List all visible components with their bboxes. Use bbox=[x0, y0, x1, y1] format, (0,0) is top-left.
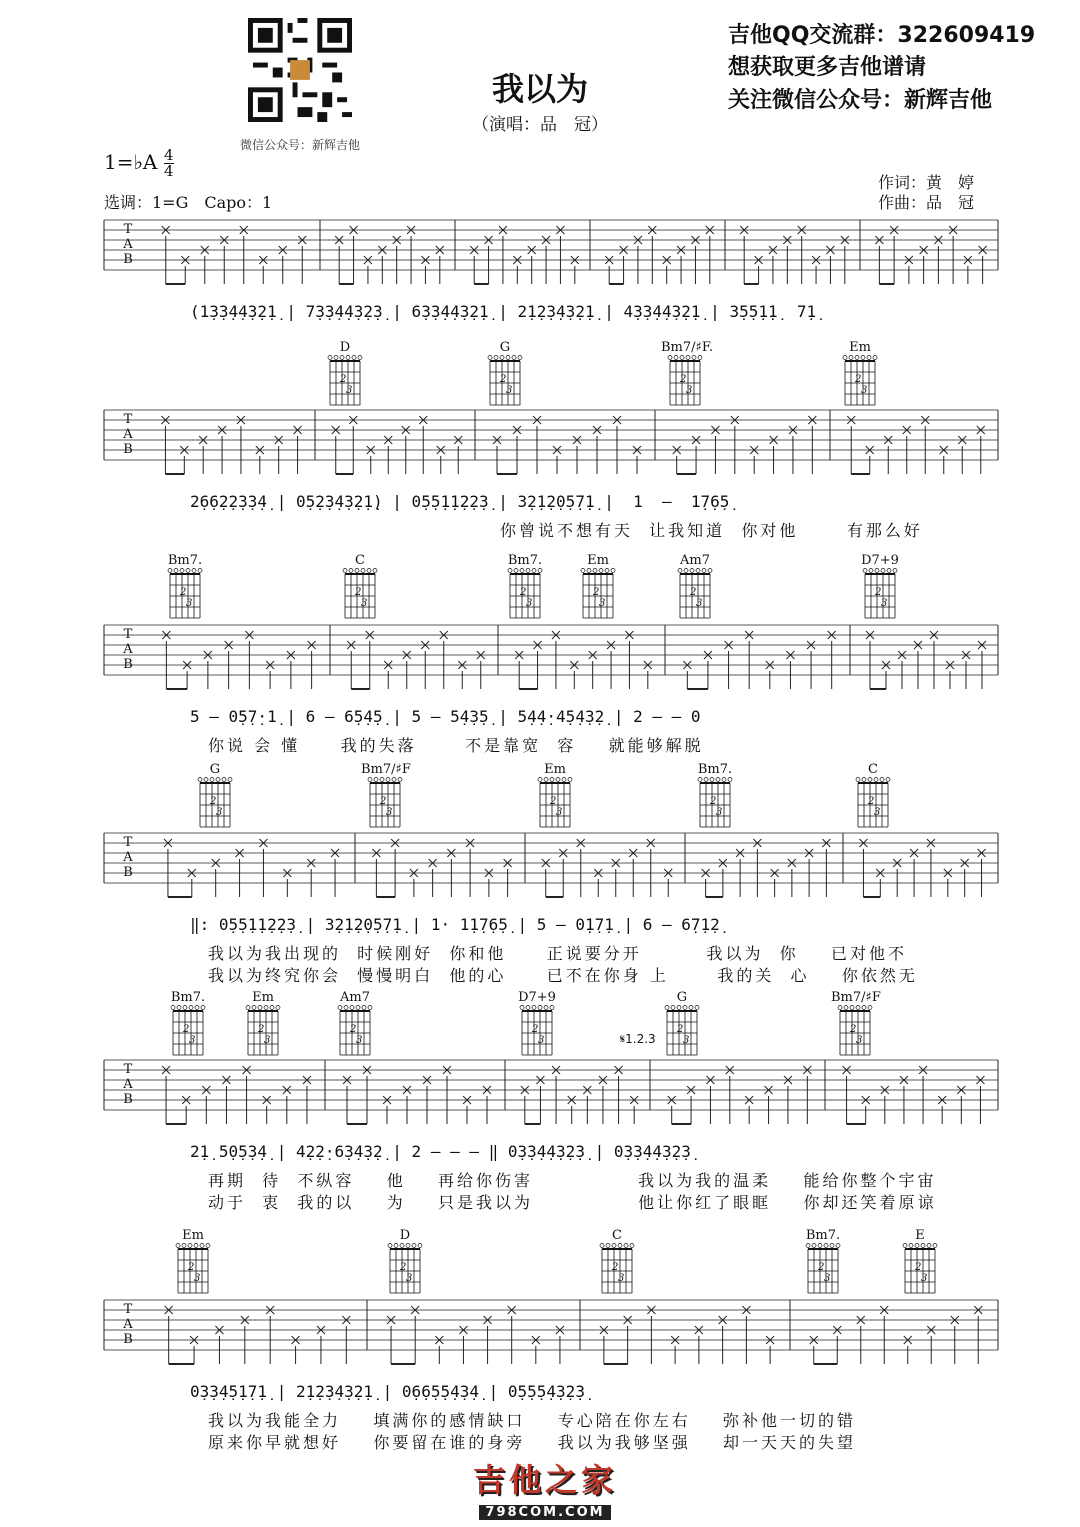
chord-name: D7+9 bbox=[861, 553, 899, 568]
chord-diagram-5-1 bbox=[381, 1228, 429, 1299]
svg-text:A: A bbox=[123, 237, 133, 252]
svg-text:3: 3 bbox=[716, 807, 723, 818]
chord-grid bbox=[197, 777, 233, 829]
svg-text:3: 3 bbox=[361, 598, 368, 609]
svg-text:2: 2 bbox=[612, 1262, 619, 1273]
svg-text:2: 2 bbox=[532, 1024, 539, 1035]
svg-text:T: T bbox=[123, 222, 133, 237]
key-signature: 1=♭A bbox=[104, 150, 158, 174]
tab-staff-6 bbox=[100, 1296, 1000, 1386]
chord-grid bbox=[580, 568, 616, 620]
chord-name: Bm7. bbox=[697, 762, 733, 777]
chord-name: Bm7. bbox=[805, 1228, 841, 1243]
chord-diagram-2-1 bbox=[336, 553, 384, 624]
chord-grid bbox=[337, 1005, 373, 1057]
chord-name: C bbox=[612, 1228, 622, 1243]
chord-grid bbox=[667, 355, 703, 407]
chord-grid bbox=[367, 777, 403, 829]
lyric-line-6-1: 我以为我能全力 填满你的感情缺口 专心陪在你左右 弥补他一切的错 bbox=[208, 1411, 857, 1430]
svg-text:3: 3 bbox=[506, 385, 513, 396]
svg-text:2: 2 bbox=[680, 374, 687, 385]
promo-qq-group: 吉他QQ交流群：322609419 bbox=[728, 23, 1036, 48]
svg-text:3: 3 bbox=[356, 1035, 363, 1046]
chord-grid bbox=[342, 568, 378, 620]
svg-text:2: 2 bbox=[818, 1262, 825, 1273]
svg-text:2: 2 bbox=[180, 587, 187, 598]
chord-grid bbox=[487, 355, 523, 407]
svg-text:2: 2 bbox=[593, 587, 600, 598]
svg-text:3: 3 bbox=[686, 385, 693, 396]
svg-text:T: T bbox=[123, 1062, 133, 1077]
svg-text:B: B bbox=[123, 865, 133, 880]
composer: 作曲：品 冠 bbox=[878, 193, 975, 212]
svg-text:2: 2 bbox=[875, 587, 882, 598]
tab-staff-1 bbox=[100, 216, 1000, 306]
chord-diagram-4-0 bbox=[164, 990, 212, 1061]
svg-text:3: 3 bbox=[406, 1273, 413, 1284]
jianpu-line-6: 0̣3̣3̣4̣5̣1̣7̣1̣ | 2̣1̣2̣3̣4̣3̣2̣1̣ | 0̣6̣6̣5̣5̣4̣3̣4̣ | 0̣5̣5̣5̣4̣3̣2̣3̣ bbox=[190, 1382, 585, 1401]
chord-name: Am7 bbox=[340, 990, 370, 1005]
chord-diagram-5-3 bbox=[799, 1228, 847, 1299]
svg-text:2: 2 bbox=[868, 796, 875, 807]
chord-grid bbox=[387, 1243, 423, 1295]
lyric-line-5-2: 动于 衷 我的以 为 只是我以为 他让你红了眼眶 你却还笑着原谅 bbox=[208, 1193, 937, 1212]
svg-text:3: 3 bbox=[824, 1273, 831, 1284]
jianpu-line-3: 5 – 0̣5̣7̣·1̣ | 6 – 6̣5̣4̣5̣ | 5 – 5̣4̣3̣5̣ | 5̣4̣4̣·4̣5̣4̣3̣2̣ | 2 – – 0 bbox=[190, 707, 701, 726]
chord-diagram-4-4 bbox=[658, 990, 706, 1061]
svg-text:2: 2 bbox=[710, 796, 717, 807]
chord-grid bbox=[167, 568, 203, 620]
tab-staff-5 bbox=[100, 1056, 1000, 1146]
svg-text:3: 3 bbox=[696, 598, 703, 609]
svg-text:3: 3 bbox=[861, 385, 868, 396]
svg-text:3: 3 bbox=[881, 598, 888, 609]
lyric-line-2-1: 你曾说不想有天 让我知道 你对他 有那么好 bbox=[500, 521, 923, 540]
svg-text:3: 3 bbox=[683, 1035, 690, 1046]
chord-diagram-4-5 bbox=[831, 990, 879, 1061]
svg-text:T: T bbox=[123, 835, 133, 850]
chord-diagram-2-2 bbox=[501, 553, 549, 624]
chord-diagram-5-0 bbox=[169, 1228, 217, 1299]
svg-text:2: 2 bbox=[855, 374, 862, 385]
chord-grid bbox=[902, 1243, 938, 1295]
lyric-line-3-1: 你说 会 懂 我的失落 不是靠宽 容 就能够解脱 bbox=[208, 736, 704, 755]
svg-text:3: 3 bbox=[189, 1035, 196, 1046]
chord-name: G bbox=[676, 990, 688, 1005]
svg-text:2: 2 bbox=[520, 587, 527, 598]
svg-text:B: B bbox=[123, 657, 133, 672]
chord-grid bbox=[664, 1005, 700, 1057]
chord-grid bbox=[855, 777, 891, 829]
chord-name: Em bbox=[849, 340, 871, 355]
chord-grid bbox=[599, 1243, 635, 1295]
chord-name: G bbox=[209, 762, 221, 777]
svg-text:3: 3 bbox=[599, 598, 606, 609]
lyricist: 作词：黄 婷 bbox=[878, 173, 975, 192]
chord-diagram-2-5 bbox=[856, 553, 904, 624]
time-signature: 4 4 bbox=[164, 146, 174, 180]
svg-text:2: 2 bbox=[350, 1024, 357, 1035]
svg-text:B: B bbox=[123, 442, 133, 457]
svg-text:3: 3 bbox=[874, 807, 881, 818]
svg-text:3: 3 bbox=[346, 385, 353, 396]
chord-name: Bm7/♯F bbox=[831, 990, 881, 1005]
svg-text:2: 2 bbox=[915, 1262, 922, 1273]
chord-name: Bm7/♯F bbox=[361, 762, 411, 777]
chord-name: C bbox=[355, 553, 365, 568]
svg-text:3: 3 bbox=[264, 1035, 271, 1046]
tab-staff-3 bbox=[100, 621, 1000, 711]
tab-staff-4 bbox=[100, 829, 1000, 919]
chord-diagram-5-2 bbox=[593, 1228, 641, 1299]
chord-name: G bbox=[499, 340, 511, 355]
svg-text:2: 2 bbox=[188, 1262, 195, 1273]
chord-grid bbox=[837, 1005, 873, 1057]
chord-name: Bm7. bbox=[167, 553, 203, 568]
svg-text:2: 2 bbox=[355, 587, 362, 598]
chord-diagram-3-1 bbox=[361, 762, 409, 833]
svg-text:3: 3 bbox=[186, 598, 193, 609]
lyric-line-4-2: 我以为终究你会 慢慢明白 他的心 已不在你身 上 我的关 心 你依然无 bbox=[208, 966, 918, 985]
chord-name: Em bbox=[587, 553, 609, 568]
chord-name: Em bbox=[252, 990, 274, 1005]
chord-grid bbox=[175, 1243, 211, 1295]
lyric-line-4-1: 我以为我出现的 时候刚好 你和他 正说要分开 我以为 你 已对他不 bbox=[208, 944, 907, 963]
jianpu-line-4: ‖: 0̣5̣5̣1̣1̣2̣2̣3̣ | 3̣2̣1̣2̣0̣5̣7̣1̣ | 1· 1̣1̣7̣6̣5̣ | 5 – 0̣1̣7̣1̣ | 6 – 6̣7̣1̣2̣ bbox=[190, 915, 720, 934]
svg-text:T: T bbox=[123, 1302, 133, 1317]
chord-diagram-3-3 bbox=[691, 762, 739, 833]
svg-text:2: 2 bbox=[677, 1024, 684, 1035]
chord-diagram-3-0 bbox=[191, 762, 239, 833]
chord-name: Bm7. bbox=[507, 553, 543, 568]
svg-text:2: 2 bbox=[210, 796, 217, 807]
singer-credit: （演唱：品 冠） bbox=[472, 115, 608, 135]
chord-diagram-5-4 bbox=[896, 1228, 944, 1299]
chord-name: E bbox=[915, 1228, 925, 1243]
svg-text:B: B bbox=[123, 1332, 133, 1347]
chord-name: Em bbox=[182, 1228, 204, 1243]
chord-diagram-4-3 bbox=[513, 990, 561, 1061]
svg-text:2: 2 bbox=[183, 1024, 190, 1035]
chord-name: Am7 bbox=[680, 553, 710, 568]
chord-name: D7+9 bbox=[518, 990, 556, 1005]
chord-diagram-3-2 bbox=[531, 762, 579, 833]
svg-text:A: A bbox=[123, 850, 133, 865]
chord-name: Bm7. bbox=[170, 990, 206, 1005]
chord-grid bbox=[697, 777, 733, 829]
promo-wechat: 关注微信公众号：新辉吉他 bbox=[728, 88, 993, 113]
svg-text:3: 3 bbox=[386, 807, 393, 818]
svg-text:2: 2 bbox=[850, 1024, 857, 1035]
chord-name: D bbox=[399, 1228, 411, 1243]
svg-text:3: 3 bbox=[216, 807, 223, 818]
svg-text:3: 3 bbox=[526, 598, 533, 609]
tab-staff-2 bbox=[100, 406, 1000, 496]
svg-text:A: A bbox=[123, 1077, 133, 1092]
svg-text:3: 3 bbox=[538, 1035, 545, 1046]
chord-grid bbox=[170, 1005, 206, 1057]
chord-name: Bm7/♯F. bbox=[661, 340, 713, 355]
chord-grid bbox=[327, 355, 363, 407]
chord-grid bbox=[842, 355, 878, 407]
svg-text:A: A bbox=[123, 427, 133, 442]
chord-diagram-1-3 bbox=[836, 340, 884, 411]
svg-text:2: 2 bbox=[500, 374, 507, 385]
svg-text:3: 3 bbox=[194, 1273, 201, 1284]
chord-diagram-1-2 bbox=[661, 340, 713, 411]
chord-grid bbox=[519, 1005, 555, 1057]
song-title: 我以为 bbox=[491, 70, 588, 108]
segno-mark: 𝄋1.2.3 bbox=[620, 1032, 656, 1046]
chord-grid bbox=[245, 1005, 281, 1057]
svg-text:2: 2 bbox=[380, 796, 387, 807]
chord-grid bbox=[537, 777, 573, 829]
qr-caption: 微信公众号：新辉吉他 bbox=[239, 138, 360, 152]
jianpu-line-2: 2̣6̣6̣2̣2̣3̣3̣4̣ | 0̣5̣2̣3̣4̣3̣2̣1̣) | 0̣5̣5̣1̣1̣2̣2̣3̣ | 3̣2̣1̣2̣0̣5̣7̣1̣ | 1 – 1̣7̣6̣5̣ bbox=[190, 492, 730, 511]
chord-diagram-2-3 bbox=[574, 553, 622, 624]
svg-text:2: 2 bbox=[340, 374, 347, 385]
chord-diagram-4-2 bbox=[331, 990, 379, 1061]
chord-grid bbox=[507, 568, 543, 620]
chord-diagram-2-0 bbox=[161, 553, 209, 624]
chord-diagram-1-1 bbox=[481, 340, 529, 411]
jianpu-line-5: 2̣1̣ 5̣0̣5̣3̣4̣ | 4̣2̣2̣·6̣3̣4̣3̣2̣ | 2 – – – ‖ 0̣3̣3̣4̣4̣3̣2̣3̣ | 0̣3̣3̣4̣4̣3̣2̣3̣ bbox=[190, 1142, 691, 1161]
chord-grid bbox=[677, 568, 713, 620]
svg-text:B: B bbox=[123, 1092, 133, 1107]
svg-text:T: T bbox=[123, 412, 133, 427]
lyric-line-6-2: 原来你早就想好 你要留在谁的身旁 我以为我够坚强 却一天天的失望 bbox=[208, 1433, 857, 1452]
chord-name: C bbox=[868, 762, 878, 777]
chord-diagram-1-0 bbox=[321, 340, 369, 411]
svg-text:A: A bbox=[123, 642, 133, 657]
chord-diagram-4-1 bbox=[239, 990, 287, 1061]
svg-text:3: 3 bbox=[856, 1035, 863, 1046]
svg-text:3: 3 bbox=[556, 807, 563, 818]
svg-text:B: B bbox=[123, 252, 133, 267]
svg-text:3: 3 bbox=[921, 1273, 928, 1284]
svg-text:A: A bbox=[123, 1317, 133, 1332]
chord-name: D bbox=[339, 340, 351, 355]
svg-text:T: T bbox=[123, 627, 133, 642]
jianpu-line-1: (1̣3̣3̣4̣4̣3̣2̣1̣ | 7̣3̣3̣4̣4̣3̣2̣3̣ | 6̣3̣3̣4̣4̣3̣2̣1̣ | 2̣1̣2̣3̣4̣3̣2̣1̣ | 4̣3̣3̣4̣4̣3̣2̣1̣ | 3̣5̣5̣1̣1̣ 7̣1̣ bbox=[190, 302, 817, 321]
svg-text:2: 2 bbox=[258, 1024, 265, 1035]
svg-text:2: 2 bbox=[400, 1262, 407, 1273]
svg-text:2: 2 bbox=[550, 796, 557, 807]
chord-name: Em bbox=[544, 762, 566, 777]
promo-more-tabs: 想获取更多吉他谱请 bbox=[728, 55, 927, 80]
tuning-capo: 选调：1=G Capo：1 bbox=[104, 193, 273, 212]
chord-grid bbox=[862, 568, 898, 620]
svg-text:2: 2 bbox=[690, 587, 697, 598]
chord-diagram-3-4 bbox=[849, 762, 897, 833]
svg-text:3: 3 bbox=[618, 1273, 625, 1284]
chord-diagram-2-4 bbox=[671, 553, 719, 624]
site-logo: 吉他之家 798COM.COM bbox=[472, 1461, 617, 1520]
chord-grid bbox=[805, 1243, 841, 1295]
lyric-line-5-1: 再期 待 不纵容 他 再给你伤害 我以为我的温柔 能给你整个宇宙 bbox=[208, 1171, 937, 1190]
